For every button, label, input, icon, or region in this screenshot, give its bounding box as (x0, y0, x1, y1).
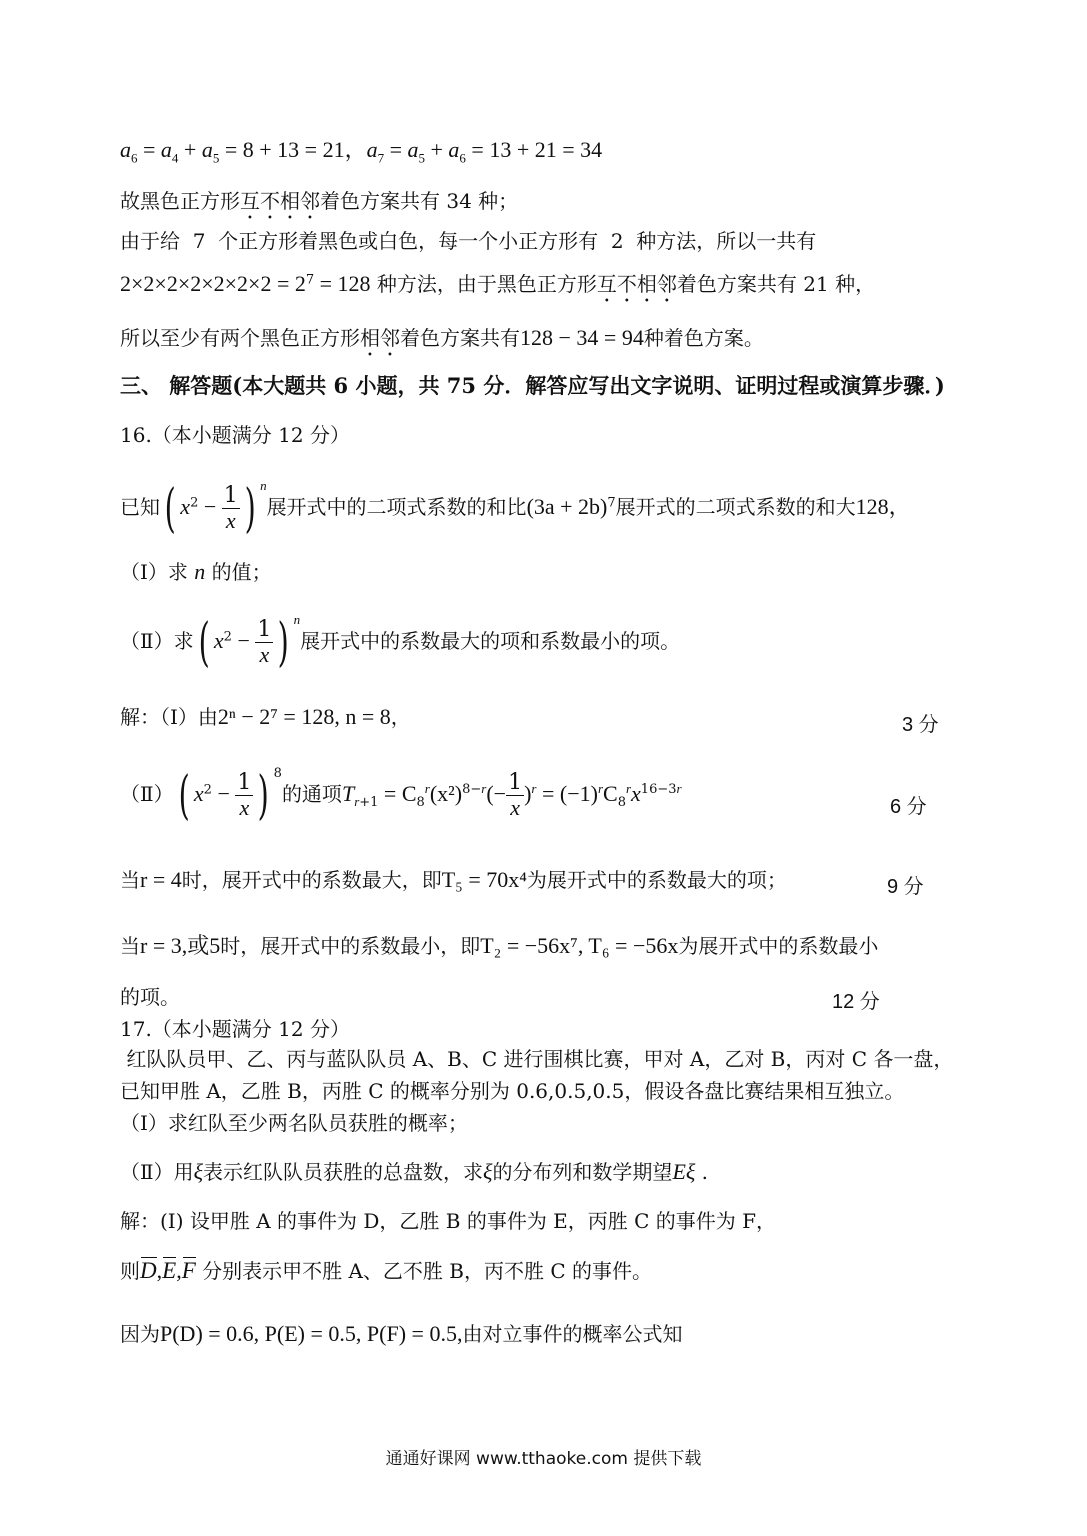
emphasis-text: 相邻 (360, 326, 400, 350)
text: 为展开式中的系数最大的项； (526, 868, 787, 892)
text: 由对立事件的概率公式知 (462, 1322, 683, 1346)
q17-part1: （Ⅰ）求红队至少两名队员获胜的概率； (120, 1111, 468, 1135)
math: r = 4 (140, 867, 182, 892)
math: 2ⁿ − 2⁷ = 128, n = 8 (217, 704, 391, 729)
text: 时，展开式中的系数最小，即 (220, 934, 481, 958)
score-9: 9 分 (887, 876, 924, 898)
q16-part1 (120, 558, 977, 587)
text: 为展开式中的系数最小 (678, 934, 879, 958)
q17-solution-2: 则D,E,F 分别表示甲不胜 A、乙不胜 B，丙不胜 C 的事件。 (120, 1256, 977, 1286)
q16-solution-2: （Ⅱ）( $x^2$ − $\frac{1}{x}$ ) $^8$的通项$T_{r+1} = C_8^r(x^2)^{8-r}(-$ $\frac{1}{x}$ )$^r = (-1)^rC_8^rx^{16-3r}$ (120, 765, 682, 826)
score-3: 3 分 (902, 714, 939, 736)
text: 展开式中的系数最大的项和系数最小的项。 (300, 629, 681, 653)
total-count-line (120, 270, 977, 307)
text: 所以至少有两个黑色正方形 (120, 326, 360, 350)
text: 故黑色正方形 (120, 189, 240, 213)
right-paren: ) (244, 478, 256, 539)
q16-solution-4 (120, 932, 977, 961)
text: 着色方案共有 (400, 326, 520, 350)
math: r = 3,或5 (140, 933, 221, 958)
text: （Ⅱ） (120, 782, 174, 806)
text: 分别表示甲不胜 A、乙不胜 B，丙不胜 C 的事件。 (202, 1259, 652, 1283)
math: T₂ = −56x⁷, T₆ = −56x (480, 933, 679, 958)
fraction: $\frac{1}{x}$ (223, 483, 238, 533)
text: （Ⅱ）求 (120, 629, 194, 653)
black-count-line (120, 188, 977, 224)
text: 的通项 (281, 782, 342, 806)
text: 着色方案共有 21 种， (676, 272, 876, 296)
math: = 128 (314, 271, 371, 296)
math: (x²) (429, 781, 463, 806)
exponent: 7 (305, 272, 315, 288)
variable: n (194, 559, 206, 584)
math: x (631, 781, 641, 806)
text: 着色方案共有 34 种； (320, 189, 519, 213)
text: 的值； (211, 560, 272, 584)
math: (3a + 2b) (526, 494, 608, 519)
complement-f: F (182, 1256, 196, 1286)
q16-part2: （Ⅱ）求( $x^2$ − $\frac{1}{x}$ ) $^n$展开式中的系数最大的项和系数最小的项。 (120, 612, 681, 673)
text: 展开式的二项式系数的和大 (615, 495, 856, 519)
text: 因为 (120, 1322, 160, 1346)
text: 展开式中的二项式系数的和比 (266, 495, 527, 519)
math: C (603, 781, 618, 806)
math: 128 − 34 = 94 (520, 325, 644, 350)
math: = C (378, 781, 417, 806)
math: T (341, 781, 355, 806)
section-heading: 三、 解答题(本大题共 6 小题，共 75 分．解答应写出文字说明、证明过程或演算步骤．) (120, 373, 945, 398)
q16-header: 16.（本小题满分 12 分） (120, 423, 350, 447)
complement-e: E (162, 1256, 176, 1286)
footer: 通通好课网 www.tthaoke.com 提供下载 (385, 1449, 702, 1469)
math: ) (524, 781, 532, 806)
math: 2×2×2×2×2×2×2 = 2 (120, 271, 306, 296)
q17-stem-1: 红队队员甲、乙、丙与蓝队队员 A、B、C 进行围棋比赛，甲对 A，乙对 B，丙对 C 各一盘， (120, 1047, 954, 1071)
text: 已知 (120, 495, 160, 519)
math: = (−1) (536, 781, 598, 806)
complement-d: D (140, 1256, 157, 1286)
sequence-line: $a_6 = a_4 + a_5 = 8 + 13 = 21$，$a_7 = a_5 + a_6 = 13 + 21 = 34$ (120, 137, 603, 166)
adjacent-count-line (120, 324, 977, 361)
q16-solution-4-cont: 的项。 (120, 985, 180, 1009)
exponent: 7 (607, 495, 616, 511)
q17-solution-3 (120, 1320, 977, 1349)
q17-solution-1: 解：(I) 设甲胜 A 的事件为 D，乙胜 B 的事件为 E，丙胜 C 的事件为 F， (120, 1209, 777, 1233)
text: 表示红队队员获胜的总盘数，求 (203, 1160, 484, 1184)
q17-part2 (120, 1158, 977, 1187)
variable: Eξ (672, 1159, 696, 1184)
math: T₅ = 70x⁴ (441, 867, 527, 892)
score-12: 12 分 (832, 991, 880, 1013)
text: 当 (120, 868, 140, 892)
q16-solution-1 (120, 703, 977, 732)
q16-solution-3 (120, 866, 977, 895)
variable: ξ (193, 1159, 204, 1184)
emphasis-text: 互不相邻 (240, 189, 320, 213)
total-methods-line: 由于给 7 个正方形着黑色或白色，每一个小正方形有 2 种方法，所以一共有 (120, 229, 817, 253)
text: 种着色方案。 (643, 326, 764, 350)
text: 时，展开式中的系数最大，即 (181, 868, 442, 892)
score-6: 6 分 (890, 796, 927, 818)
text: （Ⅱ）用 (120, 1160, 194, 1184)
emphasis-text: 互不相邻 (596, 272, 677, 296)
text: 当 (120, 934, 140, 958)
text: 的分布列和数学期望 (492, 1160, 673, 1184)
text: 则 (120, 1259, 140, 1283)
text: . (695, 1160, 709, 1184)
text: （Ⅰ）求 (120, 560, 188, 584)
variable: ξ (483, 1159, 493, 1184)
text: 解：（Ⅰ）由 (120, 705, 218, 729)
left-paren: ( (164, 478, 176, 539)
math: P(D) = 0.6, P(E) = 0.5, P(F) = 0.5, (160, 1321, 463, 1346)
text: ， (390, 705, 411, 729)
q17-stem-2: 已知甲胜 A，乙胜 B，丙胜 C 的概率分别为 0.6,0.5,0.5，假设各盘比赛结果相互独立。 (120, 1079, 905, 1103)
math: (− (486, 781, 507, 806)
math: 128， (855, 494, 911, 519)
q16-stem: 已知( $x^2$ − $\frac{1}{x}$ ) $^n$展开式中的二项式系数的和比$(3a + 2b)^7$展开式的二项式系数的和大128， (120, 478, 911, 539)
q17-header: 17.（本小题满分 12 分） (120, 1017, 350, 1041)
text: 种方法，由于黑色正方形 (370, 272, 597, 296)
